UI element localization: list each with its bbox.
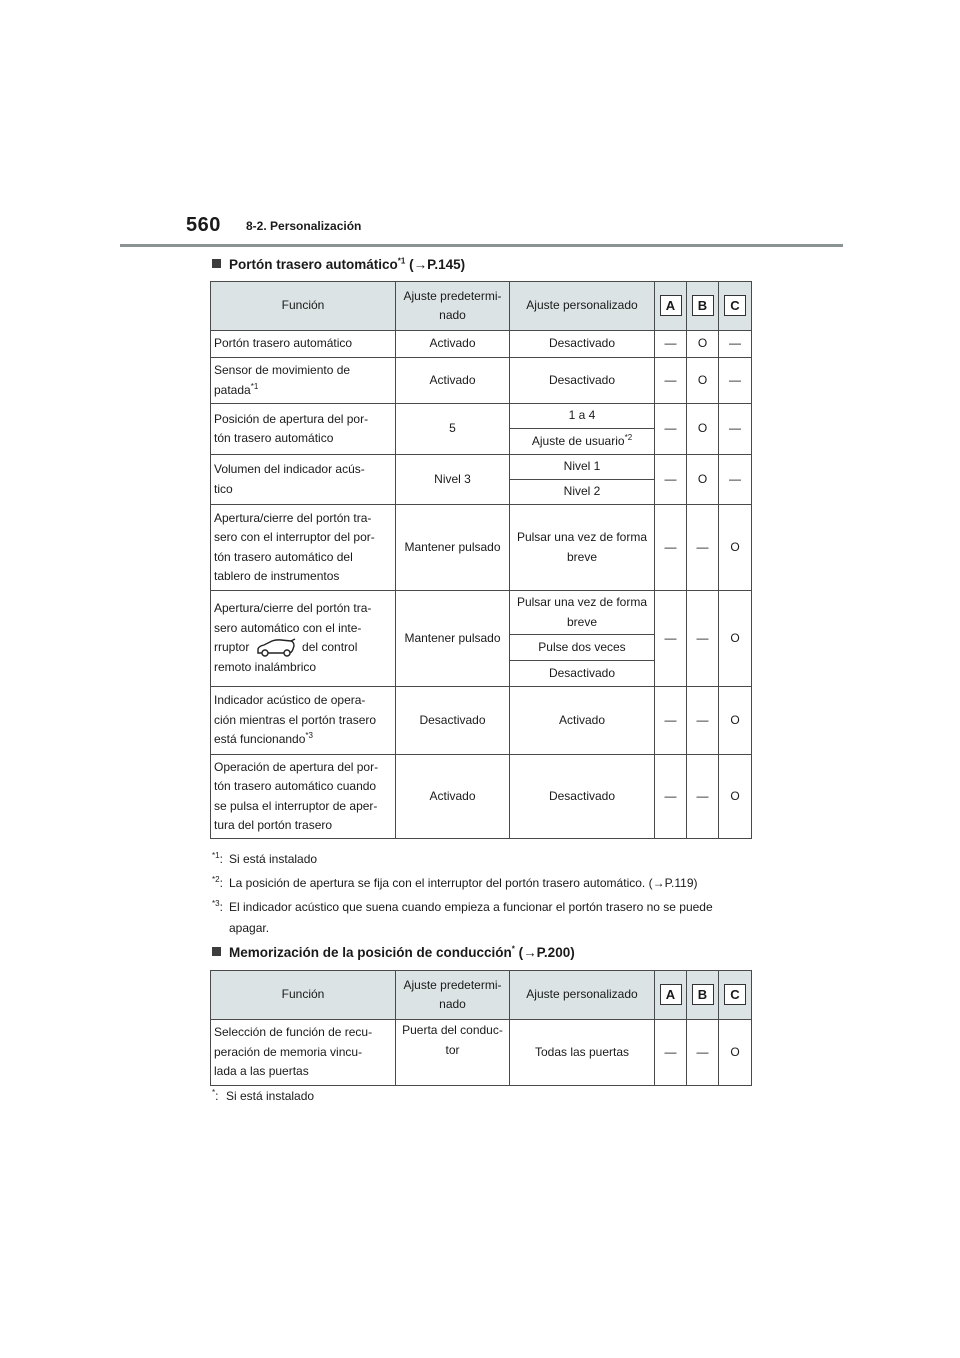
footnote-ref: * bbox=[511, 944, 515, 954]
function-cell: Portón trasero automático bbox=[211, 331, 396, 358]
col-c-cell: O bbox=[719, 755, 752, 839]
custom-cell: Pulse dos veces bbox=[510, 635, 655, 661]
table-row bbox=[211, 455, 752, 480]
header-b-icon: B bbox=[692, 984, 714, 1005]
custom-cell: Desactivado bbox=[510, 755, 655, 839]
table-row bbox=[211, 331, 752, 358]
section-heading-tailgate bbox=[212, 257, 465, 272]
custom-cell: Nivel 2 bbox=[510, 480, 655, 505]
col-c-cell: — bbox=[719, 404, 752, 455]
footnote: $^{*3}$: El indicador acústico que suena cuando empieza a funcionar el portón trasero no se puede apagar. bbox=[212, 899, 713, 935]
table-row bbox=[211, 1020, 752, 1086]
default-cell: 5 bbox=[396, 404, 510, 455]
default-cell: Desactivado bbox=[396, 687, 510, 755]
col-c-cell: — bbox=[719, 358, 752, 404]
footnote: *: Si está instalado bbox=[212, 1088, 315, 1103]
col-c-cell: — bbox=[719, 455, 752, 505]
table-row bbox=[211, 687, 752, 755]
custom-cell: Desactivado bbox=[510, 331, 655, 358]
col-a-cell: — bbox=[655, 505, 687, 591]
table-row bbox=[211, 358, 752, 404]
default-cell: Nivel 3 bbox=[396, 455, 510, 505]
col-b-cell: O bbox=[687, 358, 719, 404]
custom-cell: Activado bbox=[510, 687, 655, 755]
header-function: Función bbox=[211, 971, 396, 1020]
default-cell: Puerta del conduc- tor bbox=[396, 1020, 510, 1086]
table-row bbox=[211, 404, 752, 429]
footnotes-driving-position bbox=[212, 1086, 752, 1107]
header-a-icon: A bbox=[660, 984, 682, 1005]
col-b-cell: O bbox=[687, 404, 719, 455]
col-c-cell: O bbox=[719, 591, 752, 687]
col-a-cell: — bbox=[655, 331, 687, 358]
footnotes-tailgate bbox=[212, 849, 752, 939]
settings-table-tailgate bbox=[210, 281, 752, 839]
page-reference: (→P.145) bbox=[405, 257, 466, 272]
col-a-cell: — bbox=[655, 358, 687, 404]
header-divider bbox=[120, 244, 843, 247]
col-c-cell: — bbox=[719, 331, 752, 358]
footnote: $^{*1}$: Si está instalado bbox=[212, 851, 318, 866]
page-number: 560 bbox=[186, 214, 221, 236]
square-bullet-icon bbox=[212, 259, 221, 268]
function-cell: Volumen del indicador acús- tico bbox=[211, 455, 396, 505]
car-tailgate-icon bbox=[255, 638, 297, 658]
col-c-cell: O bbox=[719, 687, 752, 755]
custom-cell: Nivel 1 bbox=[510, 455, 655, 480]
col-a-cell: — bbox=[655, 687, 687, 755]
table-header-row bbox=[211, 971, 752, 1020]
section-heading-driving-position bbox=[212, 945, 575, 960]
col-a-cell: — bbox=[655, 404, 687, 455]
col-a-cell: — bbox=[655, 455, 687, 505]
default-cell: Activado bbox=[396, 755, 510, 839]
function-cell: Indicador acústico de opera- ción mientras el portón trasero está funcionando$^{*3}$ bbox=[211, 687, 396, 755]
header-default: Ajuste predetermi- nado bbox=[396, 282, 510, 331]
chapter-title: 8-2. Personalización bbox=[246, 219, 362, 233]
custom-cell: Pulsar una vez de forma breve bbox=[510, 505, 655, 591]
function-cell: Operación de apertura del por- tón trasero automático cuando se pulsa el interruptor de aper- tura del portón trasero bbox=[211, 755, 396, 839]
col-a-cell: — bbox=[655, 591, 687, 687]
header-a-icon: A bbox=[660, 295, 682, 316]
function-cell: Posición de apertura del por- tón trasero automático bbox=[211, 404, 396, 455]
header-c-icon: C bbox=[724, 984, 746, 1005]
header-custom: Ajuste personalizado bbox=[510, 282, 655, 331]
custom-cell: Ajuste de usuario$^{*2}$ bbox=[510, 429, 655, 455]
function-cell: Selección de función de recu- peración de memoria vincu- lada a las puertas bbox=[211, 1020, 396, 1086]
settings-table-driving-position bbox=[210, 970, 752, 1086]
col-b-cell: — bbox=[687, 591, 719, 687]
footnote: $^{*2}$: La posición de apertura se fija con el interruptor del portón trasero automático. (→P.119) bbox=[212, 875, 698, 890]
col-c-cell: O bbox=[719, 1020, 752, 1086]
header-custom: Ajuste personalizado bbox=[510, 971, 655, 1020]
custom-cell: Desactivado bbox=[510, 358, 655, 404]
header-function: Función bbox=[211, 282, 396, 331]
default-cell: Mantener pulsado bbox=[396, 591, 510, 687]
custom-cell: Pulsar una vez de forma breve bbox=[510, 591, 655, 635]
header-c-icon: C bbox=[724, 295, 746, 316]
page-reference: (→P.200) bbox=[514, 945, 575, 960]
col-b-cell: — bbox=[687, 755, 719, 839]
header-default: Ajuste predetermi- nado bbox=[396, 971, 510, 1020]
section-title: Memorización de la posición de conducción bbox=[229, 945, 512, 960]
default-cell: Activado bbox=[396, 358, 510, 404]
square-bullet-icon bbox=[212, 947, 221, 956]
function-cell: Apertura/cierre del portón tra- sero automático con el inte- rruptor del control remoto inalámbrico bbox=[211, 591, 396, 687]
custom-cell: Todas las puertas bbox=[510, 1020, 655, 1086]
col-b-cell: O bbox=[687, 331, 719, 358]
header-b-icon: B bbox=[692, 295, 714, 316]
col-c-cell: O bbox=[719, 505, 752, 591]
function-cell: Sensor de movimiento de patada$^{*1}$ bbox=[211, 358, 396, 404]
table-header-row bbox=[211, 282, 752, 331]
section-title: Portón trasero automático bbox=[229, 257, 398, 272]
table-row bbox=[211, 755, 752, 839]
footnote-ref: *1 bbox=[397, 256, 406, 266]
col-a-cell: — bbox=[655, 1020, 687, 1086]
col-b-cell: O bbox=[687, 455, 719, 505]
custom-cell: 1 a 4 bbox=[510, 404, 655, 429]
default-cell: Mantener pulsado bbox=[396, 505, 510, 591]
col-b-cell: — bbox=[687, 687, 719, 755]
col-b-cell: — bbox=[687, 1020, 719, 1086]
custom-cell: Desactivado bbox=[510, 661, 655, 687]
table-row bbox=[211, 591, 752, 635]
table-row bbox=[211, 505, 752, 591]
col-a-cell: — bbox=[655, 755, 687, 839]
function-cell: Apertura/cierre del portón tra- sero con el interruptor del por- tón trasero automático del tablero de instrumentos bbox=[211, 505, 396, 591]
col-b-cell: — bbox=[687, 505, 719, 591]
default-cell: Activado bbox=[396, 331, 510, 358]
